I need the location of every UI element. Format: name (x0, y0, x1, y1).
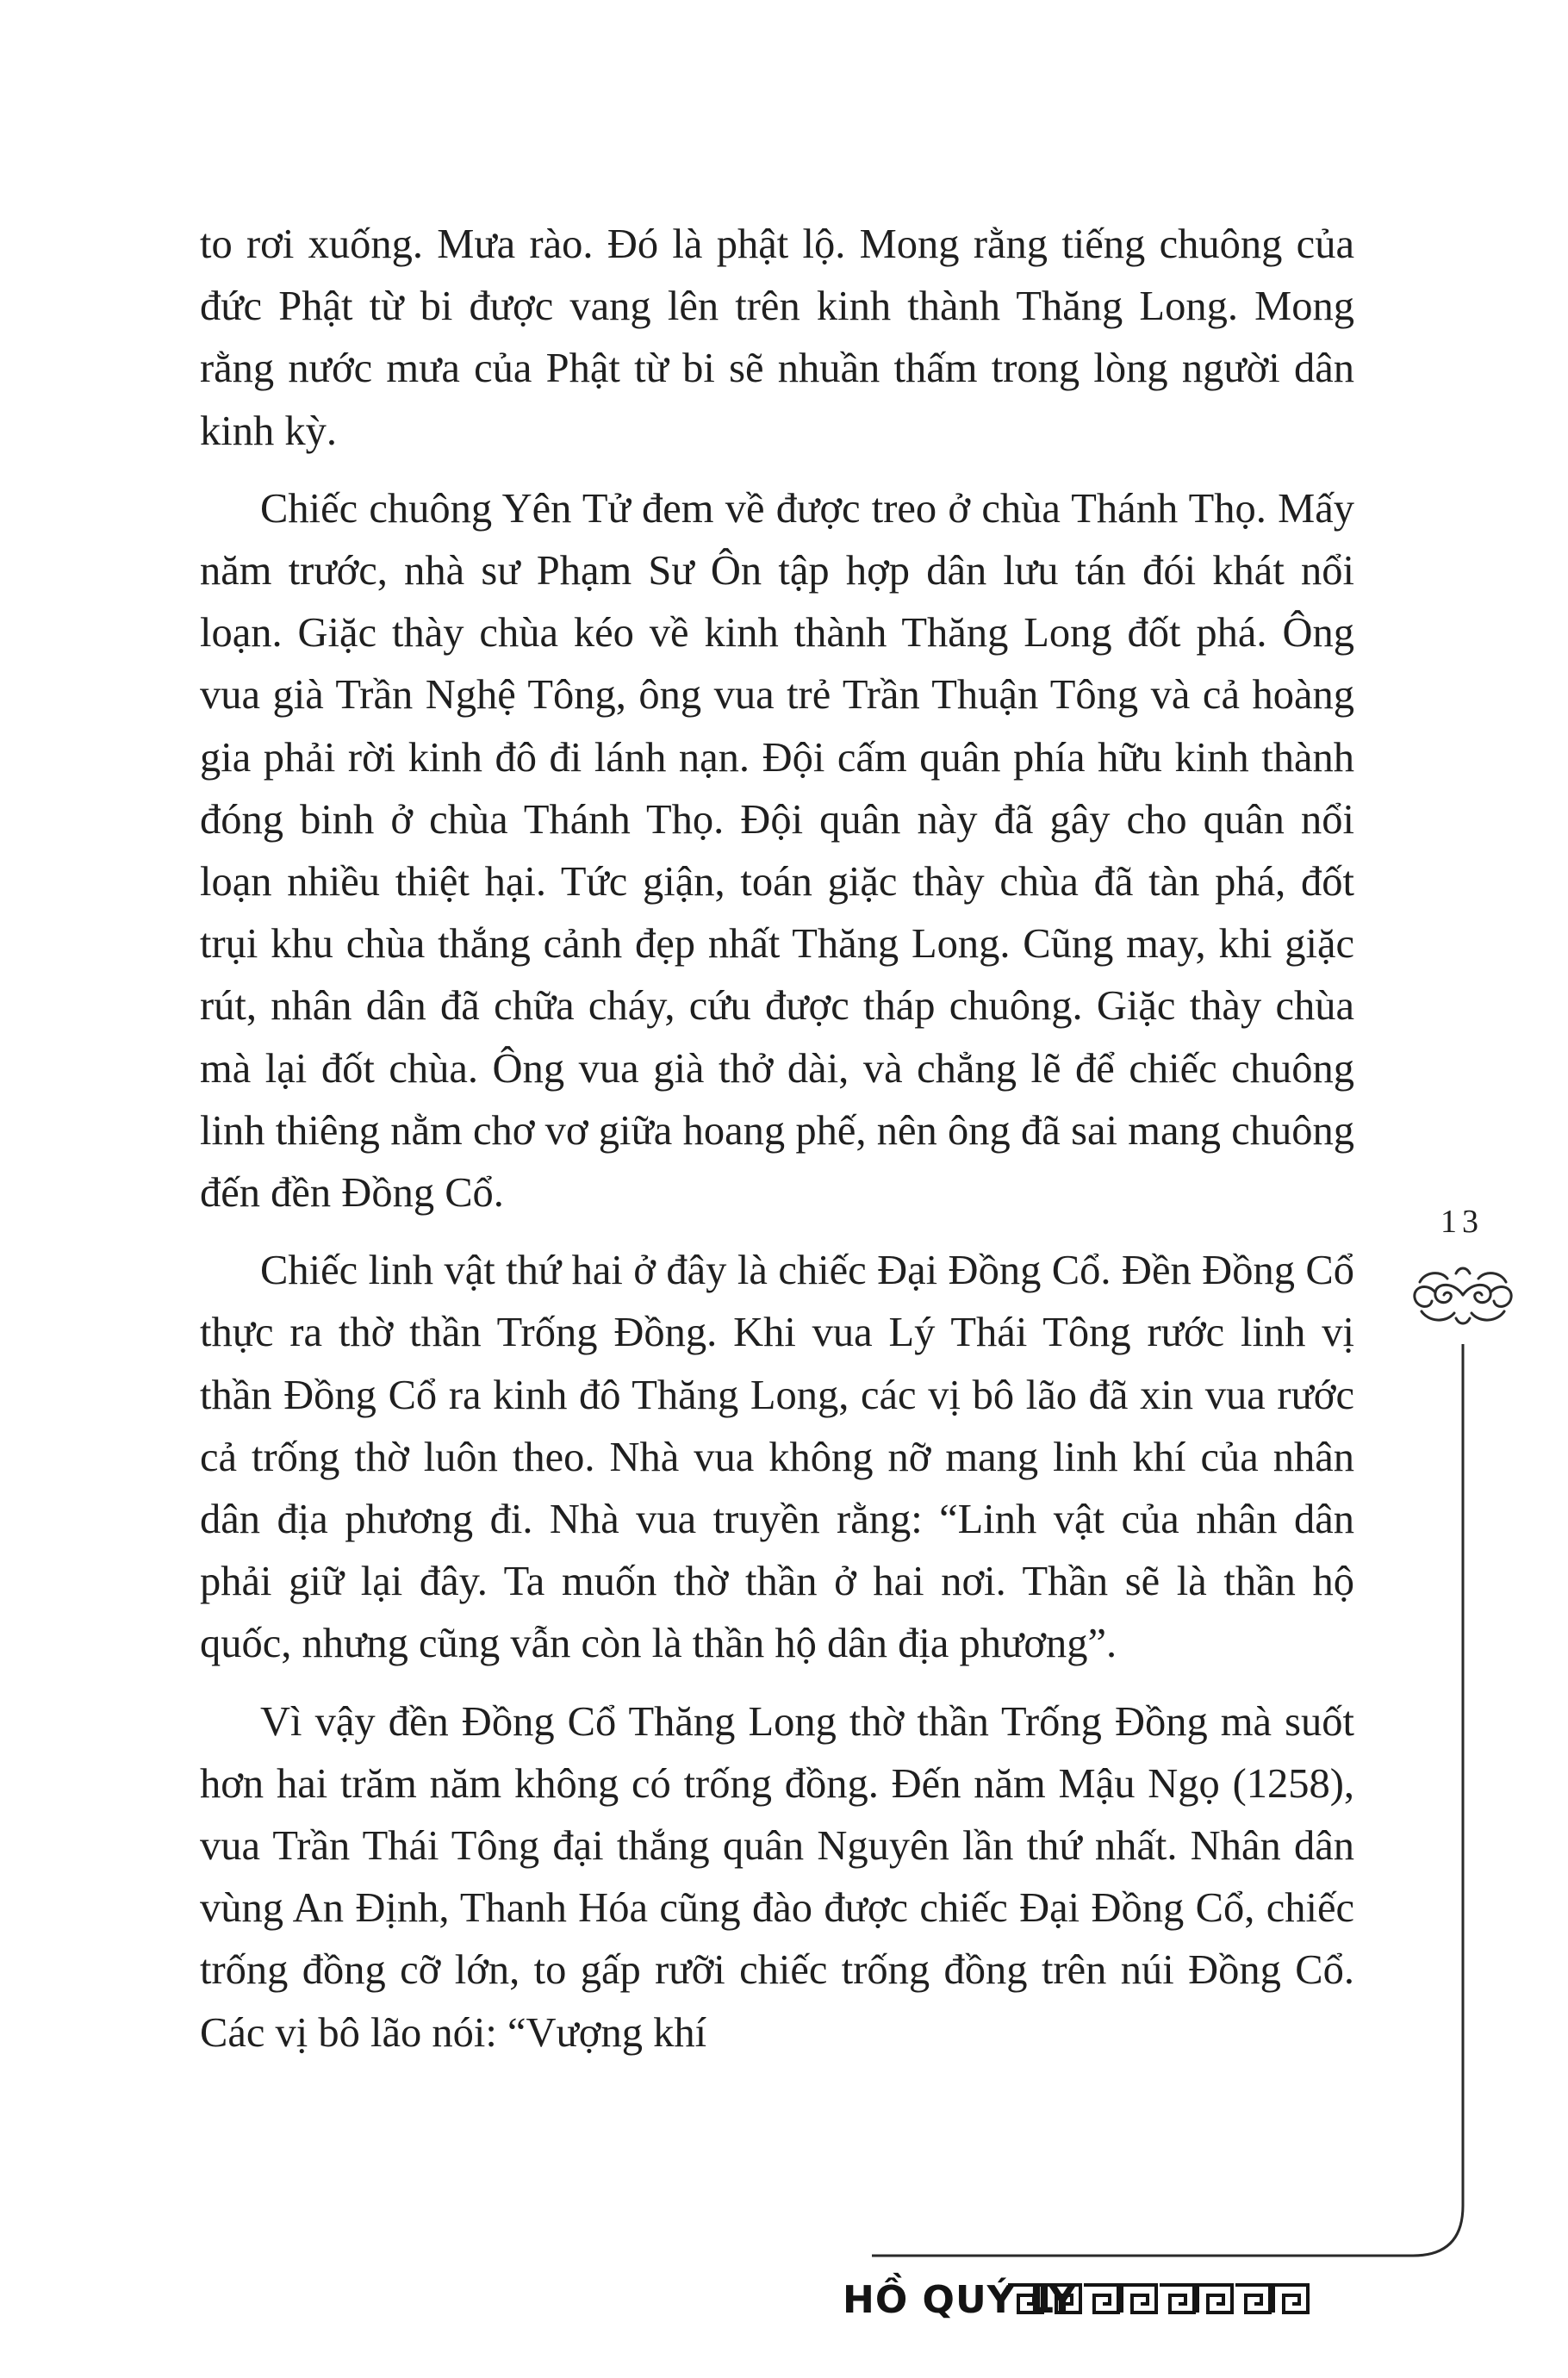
running-title: HỒ QUÝ LY (843, 2278, 1077, 2322)
paragraph-4: Vì vậy đền Đồng Cổ Thăng Long thờ thần Trống Đồng mà suốt hơn hai trăm năm không có trống đồng. Đến năm Mậu Ngọ (1258), vua Trần Thái Tông đại thắng quân Nguyên lần thứ nhất. Nhân dân vùng An Định, Thanh Hóa cũng đào được chiếc Đại Đồng Cổ, chiếc trống đồng cỡ lớn, to gấp rưỡi chiếc trống đồng trên núi Đồng Cổ. Các vị bô lão nói: “Vượng khí (200, 1698, 1354, 2056)
greek-key-pattern-icon (1006, 2280, 1310, 2318)
page-body (200, 214, 1354, 2064)
paragraph-3: Chiếc linh vật thứ hai ở đây là chiếc Đại Đồng Cổ. Đền Đồng Cổ thực ra thờ thần Trống Đồng. Khi vua Lý Thái Tông rước linh vị thần Đồng Cổ ra kinh đô Thăng Long, các vị bô lão đã xin vua rước cả trống thờ luôn theo. Nhà vua không nỡ mang linh khí của nhân dân địa phương đi. Nhà vua truyền rằng: “Linh vật của nhân dân phải giữ lại đây. Ta muốn thờ thần ở hai nơi. Thần sẽ là thần hộ quốc, nhưng cũng vẫn còn là thần hộ dân địa phương”. (200, 1248, 1354, 1667)
cloud-scroll-ornament-icon (1403, 1256, 1523, 1334)
paragraph-1: to rơi xuống. Mưa rào. Đó là phật lộ. Mong rằng tiếng chuông của đức Phật từ bi được vang lên trên kinh thành Thăng Long. Mong rằng nước mưa của Phật từ bi sẽ nhuần thấm trong lòng người dân kinh kỳ. (200, 221, 1354, 454)
paragraph-2: Chiếc chuông Yên Tử đem về được treo ở chùa Thánh Thọ. Mấy năm trước, nhà sư Phạm Sư Ôn tập hợp dân lưu tán đói khát nổi loạn. Giặc thày chùa kéo về kinh thành Thăng Long đốt phá. Ông vua già Trần Nghệ Tông, ông vua trẻ Trần Thuận Tông và cả hoàng gia phải rời kinh đô đi lánh nạn. Đội cấm quân phía hữu kinh thành đóng binh ở chùa Thánh Thọ. Đội quân này đã gây cho quân nổi loạn nhiều thiệt hại. Tức giận, toán giặc thày chùa đã tàn phá, đốt trụi khu chùa thắng cảnh đẹp nhất Thăng Long. Cũng may, khi giặc rút, nhân dân đã chữa cháy, cứu được tháp chuông. Giặc thày chùa mà lại đốt chùa. Ông vua già thở dài, và chẳng lẽ để chiếc chuông linh thiêng nằm chơ vơ giữa hoang phế, nên ông đã sai mang chuông đến đền Đồng Cổ. (200, 485, 1354, 1217)
page-number: 13 (1440, 1204, 1484, 1240)
